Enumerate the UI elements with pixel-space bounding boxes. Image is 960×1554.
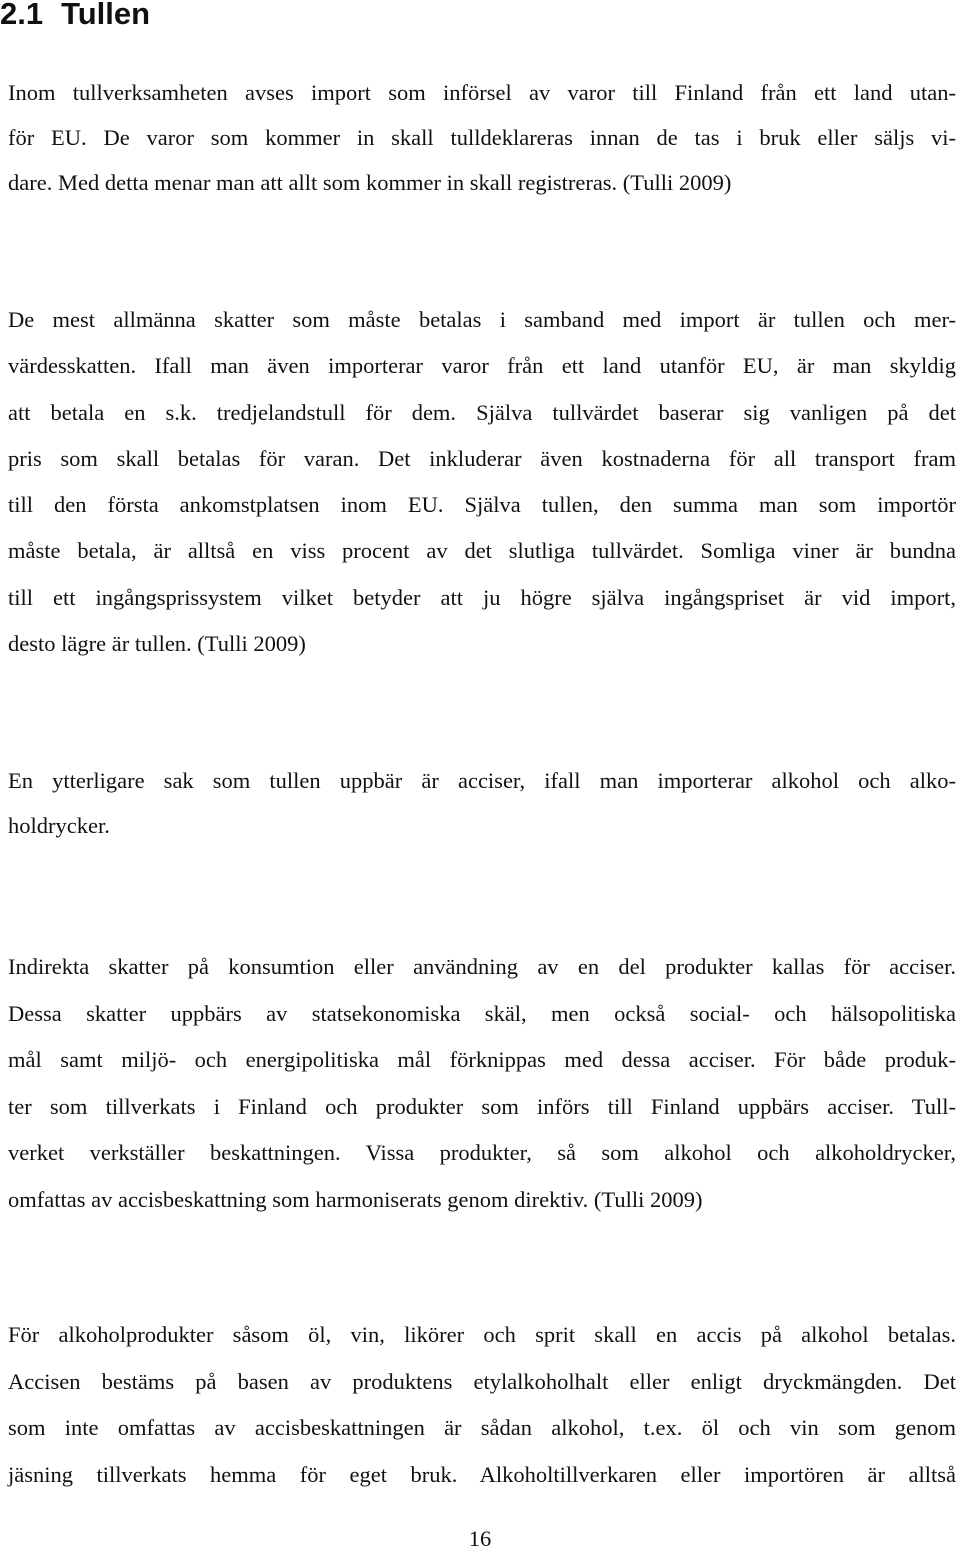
- text-line: för EU. De varor som kommer in skall tulldeklareras innan de tas i bruk eller säljs vi-: [8, 125, 956, 150]
- text-line: till den första ankomstplatsen inom EU. Själva tullen, den summa man som importör: [8, 492, 956, 518]
- text-line: omfattas av accisbeskattning som harmoniserats genom direktiv. (Tulli 2009): [8, 1186, 703, 1212]
- text-line: måste betala, är alltså en viss procent av det slutliga tullvärdet. Somliga viner är bundna: [8, 538, 956, 564]
- section-title: Tullen: [61, 0, 151, 31]
- text-line: Indirekta skatter på konsumtion eller användning av en del produkter kallas för acciser.: [8, 954, 956, 979]
- text-line: att betala en s.k. tredjelandstull för dem. Själva tullvärdet baserar sig vanligen på det: [8, 399, 956, 425]
- text-line: Dessa skatter uppbärs av statsekonomiska skäl, men också social- och hälsopolitiska: [8, 1000, 956, 1026]
- text-line: pris som skall betalas för varan. Det inkluderar även kostnaderna för all transport fram: [8, 445, 956, 471]
- text-line: dare. Med detta menar man att allt som kommer in skall registreras. (Tulli 2009): [8, 170, 732, 195]
- section-heading: [0, 0, 150, 34]
- text-line: De mest allmänna skatter som måste betalas i samband med import är tullen och mer-: [8, 307, 956, 332]
- text-line: mål samt miljö- och energipolitiska mål förknippas med dessa acciser. För både produk-: [8, 1047, 956, 1073]
- text-line: holdrycker.: [8, 813, 110, 838]
- text-line: desto lägre är tullen. (Tulli 2009): [8, 631, 306, 657]
- paragraph-alcohol-excise: [8, 1312, 956, 1499]
- text-line: För alkoholprodukter såsom öl, vin, likörer och sprit skall en accis på alkohol betalas.: [8, 1322, 956, 1347]
- section-number: 2.1: [0, 0, 44, 31]
- text-line: Inom tullverksamheten avses import som införsel av varor till Finland från ett land utan-: [8, 80, 956, 105]
- text-line: verket verkställer beskattningen. Vissa produkter, så som alkohol och alkoholdrycker,: [8, 1140, 956, 1166]
- paragraph-indirect-taxes: [8, 944, 956, 1224]
- text-line: ter som tillverkats i Finland och produkter som införs till Finland uppbärs acciser. Tull-: [8, 1093, 956, 1119]
- text-line: som inte omfattas av accisbeskattningen är sådan alkohol, t.ex. öl och vin som genom: [8, 1415, 956, 1441]
- text-line: jäsning tillverkats hemma för eget bruk. Alkoholtillverkaren eller importören är alltså: [8, 1462, 956, 1488]
- text-line: En ytterligare sak som tullen uppbär är acciser, ifall man importerar alkohol och alko-: [8, 768, 956, 793]
- text-line: till ett ingångsprissystem vilket betyder att ju högre själva ingångspriset är vid import,: [8, 584, 956, 610]
- paragraph-import: [8, 70, 956, 205]
- page-number: 16: [468, 1526, 492, 1551]
- paragraph-excise-intro: [8, 758, 956, 848]
- text-line: värdesskatten. Ifall man även importerar varor från ett land utanför EU, är man skyldig: [8, 353, 956, 379]
- text-line: Accisen bestäms på basen av produktens etylalkoholhalt eller enligt dryckmängden. Det: [8, 1368, 956, 1394]
- paragraph-taxes: [8, 297, 956, 667]
